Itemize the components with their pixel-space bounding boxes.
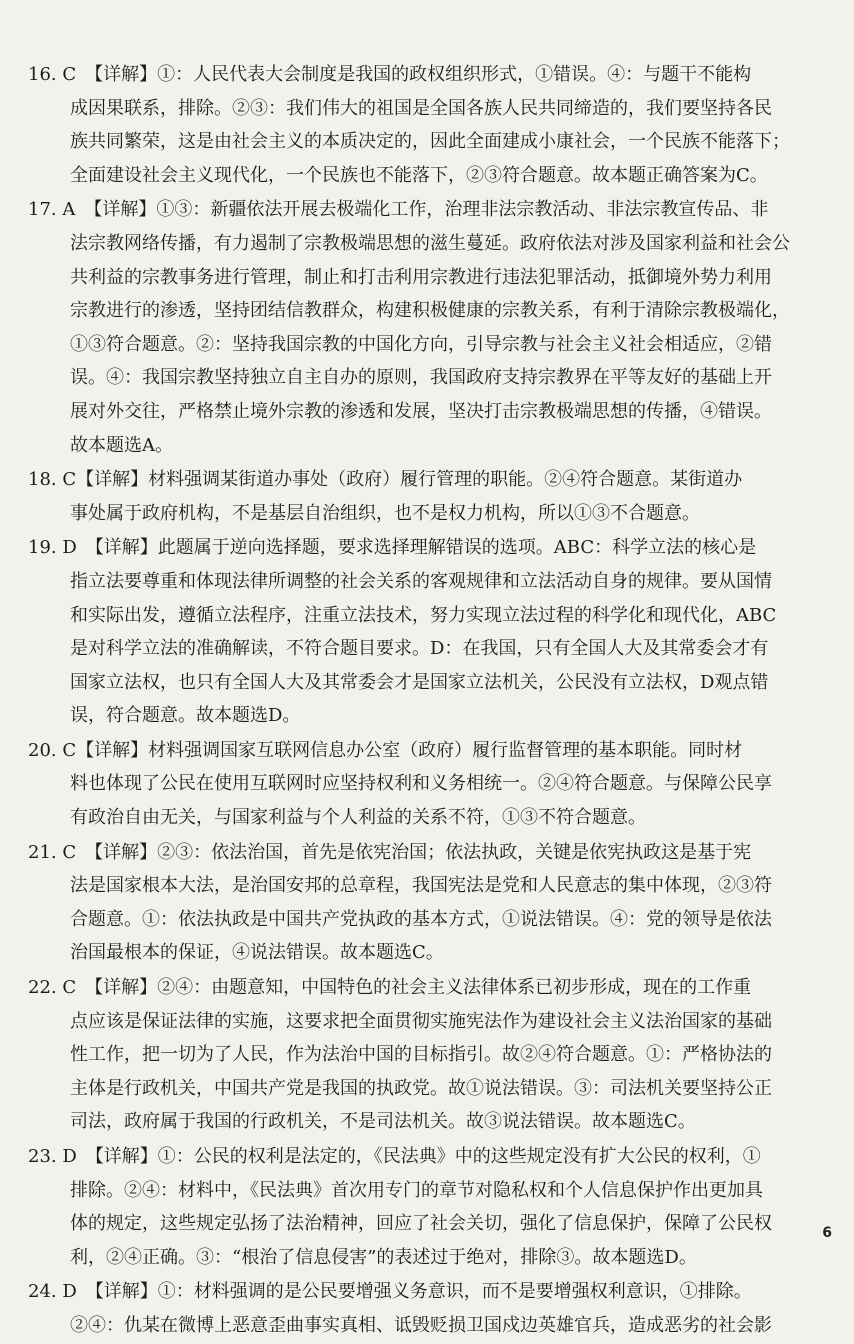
text-line: 24. D 【详解】①：材料强调的是公民要增强义务意识，而不是要增强权利意识，①排除。	[28, 1281, 752, 1303]
text-line: ②④：仇某在微博上恶意歪曲事实真相、诋毁贬损卫国戍边英雄官兵，造成恶劣的社会影	[70, 1314, 772, 1336]
text-line: 国家立法权，也只有全国人大及其常委会才是国家立法机关，公民没有立法权，D观点错	[70, 671, 769, 693]
text-line: 成因果联系，排除。②③：我们伟大的祖国是全国各族人民共同缔造的，我们要坚持各民	[70, 97, 772, 119]
text-line: 23. D 【详解】①：公民的权利是法定的，《民法典》中的这些规定没有扩大公民的权利，①	[28, 1146, 761, 1167]
text-line: 和实际出发，遵循立法程序，注重立法技术，努力实现立法过程的科学化和现代化，ABC	[70, 604, 777, 626]
text-line: 误，符合题意。故本题选D。	[70, 705, 301, 727]
text-line: 展对外交往，严格禁止境外宗教的渗透和发展，坚决打击宗教极端思想的传播，④错误。	[70, 400, 772, 422]
text-line: 宗教进行的渗透，坚持团结信教群众，构建积极健康的宗教关系，有利于清除宗教极端化，	[70, 300, 790, 322]
text-line: 利，②④正确。③：“根治了信息侵害”的表述过于绝对，排除③。故本题选D。	[70, 1246, 697, 1268]
text-line: 治国最根本的保证，④说法错误。故本题选C。	[70, 942, 444, 964]
answer-item-23	[28, 1140, 808, 1274]
text-line: 19. D 【详解】此题属于逆向选择题，要求选择理解错误的选项。ABC：科学立法的核心是	[28, 537, 757, 559]
text-line: 族共同繁荣，这是由社会主义的本质决定的，因此全面建成小康社会，一个民族不能落下；	[70, 131, 790, 153]
text-line: 性工作，把一切为了人民，作为法治中国的目标指引。故②④符合题意。①：严格协法的	[70, 1044, 772, 1066]
answer-item-20	[28, 734, 808, 835]
page-number: 6	[822, 1225, 832, 1241]
text-line: 料也体现了公民在使用互联网时应坚持权利和义务相统一。②④符合题意。与保障公民享	[70, 773, 772, 795]
answer-list	[28, 58, 808, 1344]
text-line: 有政治自由无关，与国家利益与个人利益的关系不符，①③不符合题意。	[70, 807, 646, 829]
text-line: 故本题选A。	[70, 434, 173, 456]
answer-item-18	[28, 463, 808, 530]
text-line: 误。④：我国宗教坚持独立自主自办的原则，我国政府支持宗教界在平等友好的基础上开	[70, 367, 772, 389]
text-line: 22. C 【详解】②④：由题意知，中国特色的社会主义法律体系已初步形成，现在的工作重	[28, 977, 752, 999]
text-line: 指立法要尊重和体现法律所调整的社会关系的客观规律和立法活动自身的规律。要从国情	[70, 570, 772, 592]
answer-item-22	[28, 971, 808, 1139]
answer-item-24	[28, 1275, 808, 1342]
text-line: 共利益的宗教事务进行管理，制止和打击利用宗教进行违法犯罪活动，抵御境外势力利用	[70, 266, 772, 288]
text-line: 司法，政府属于我国的行政机关，不是司法机关。故③说法错误。故本题选C。	[70, 1111, 696, 1133]
text-line: ①③符合题意。②：坚持我国宗教的中国化方向，引导宗教与社会主义社会相适应，②错	[70, 333, 772, 355]
answer-item-16	[28, 58, 808, 192]
text-line: 18. C【详解】材料强调某街道办事处（政府）履行管理的职能。②④符合题意。某街道办	[28, 469, 743, 491]
text-line: 17. A 【详解】①③：新疆依法开展去极端化工作，治理非法宗教活动、非法宗教宣传品、非	[28, 199, 769, 221]
answer-item-21	[28, 836, 808, 970]
text-line: 排除。②④：材料中，《民法典》首次用专门的章节对隐私权和个人信息保护作出更加具	[70, 1179, 763, 1201]
text-line: 体的规定，这些规定弘扬了法治精神，回应了社会关切，强化了信息保护，保障了公民权	[70, 1213, 772, 1235]
text-line: 是对科学立法的准确解读，不符合题目要求。D：在我国，只有全国人大及其常委会才有	[70, 638, 769, 660]
text-line: 法是国家根本大法，是治国安邦的总章程，我国宪法是党和人民意志的集中体现，②③符	[70, 875, 772, 897]
answer-item-17	[28, 193, 808, 462]
answer-item-19	[28, 531, 808, 733]
text-line: 法宗教网络传播，有力遏制了宗教极端思想的滋生蔓延。政府依法对涉及国家利益和社会公	[70, 232, 790, 254]
text-line: 全面建设社会主义现代化，一个民族也不能落下，②③符合题意。故本题正确答案为C。	[70, 164, 768, 186]
text-line: 16. C 【详解】①：人民代表大会制度是我国的政权组织形式，①错误。④：与题干不能构	[28, 64, 752, 85]
text-line: 主体是行政机关，中国共产党是我国的执政党。故①说法错误。③：司法机关要坚持公正	[70, 1077, 772, 1099]
text-line: 21. C 【详解】②③：依法治国，首先是依宪治国；依法执政，关键是依宪执政这是基于宪	[28, 841, 752, 863]
text-line: 事处属于政府机构，不是基层自治组织，也不是权力机构，所以①③不合题意。	[70, 502, 700, 524]
text-line: 20. C【详解】材料强调国家互联网信息办公室（政府）履行监督管理的基本职能。同时材	[28, 739, 743, 761]
text-line: 点应该是保证法律的实施，这要求把全面贯彻实施宪法作为建设社会主义法治国家的基础	[70, 1010, 772, 1032]
text-line: 合题意。①：依法执政是中国共产党执政的基本方式，①说法错误。④：党的领导是依法	[70, 908, 772, 930]
